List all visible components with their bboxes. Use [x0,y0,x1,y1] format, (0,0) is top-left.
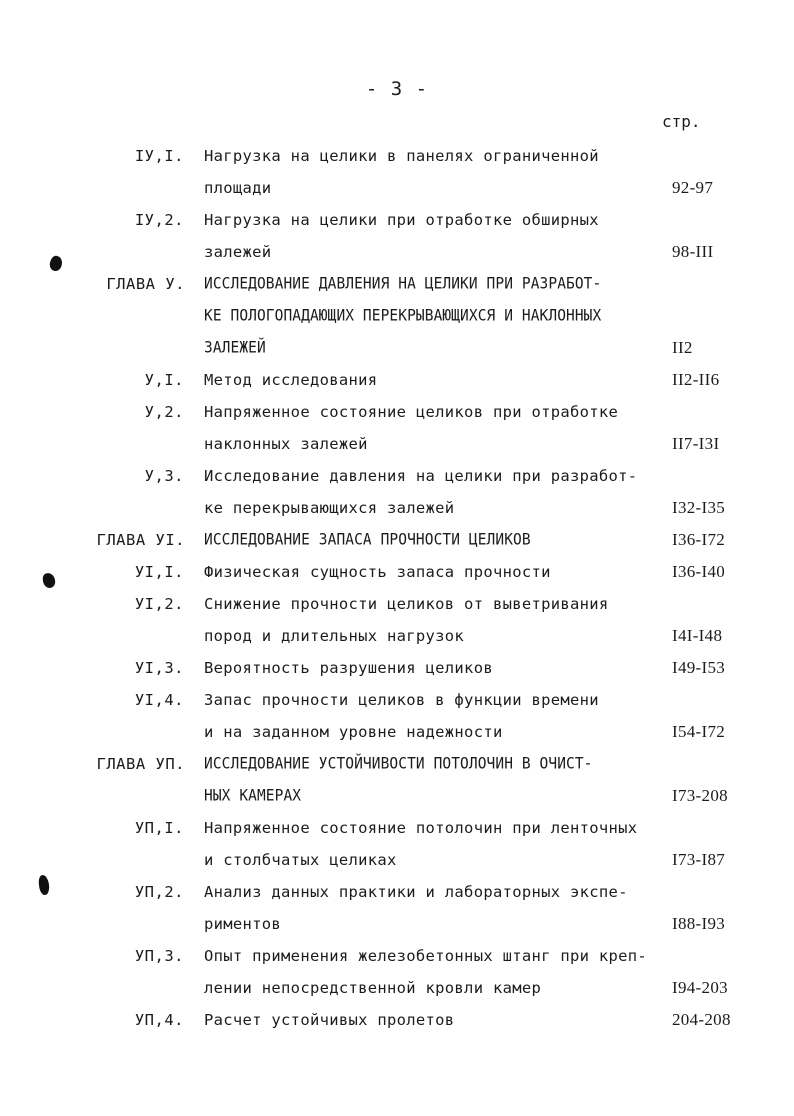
page-range: I73-I87 [672,850,726,869]
page-range: I4I-I48 [672,626,723,645]
toc-line [0,364,794,396]
toc-line [0,268,794,300]
page-range: I36-I72 [672,530,726,549]
page-range: I36-I40 [672,562,726,581]
page-range: 92-97 [672,178,714,197]
section-number: У,I. [144,371,184,389]
toc-line [0,652,794,684]
toc-line [0,556,794,588]
section-number: У,3. [144,467,184,485]
toc-line [0,332,794,364]
toc-line [0,908,794,940]
toc-section-entry [0,652,794,684]
toc-line [0,972,794,1004]
toc-section-entry [0,556,794,588]
section-number: УП,I. [134,819,184,837]
page-range: I88-I93 [672,914,726,933]
toc-section-entry [0,588,794,652]
section-number: УI,I. [134,563,184,581]
chapter-number: ГЛАВА УI. [96,531,185,549]
section-title: Запас прочности целиков в функции времени [204,691,599,709]
table-of-contents [0,140,794,1036]
section-number: У,2. [144,403,184,421]
toc-line [0,620,794,652]
toc-chapter-entry [0,268,794,364]
toc-line [0,236,794,268]
toc-section-entry [0,204,794,268]
section-title: залежей [204,243,272,261]
toc-line [0,524,794,556]
chapter-number: ГЛАВА УП. [96,755,185,773]
page-range: I94-203 [672,978,728,997]
page-range: II7-I3I [672,434,720,453]
chapter-title: ИССЛЕДОВАНИЕ УСТОЙЧИВОСТИ ПОТОЛОЧИН В ОЧИСТ- [204,755,593,773]
section-title: Опыт применения железобетонных штанг при креп- [204,947,648,965]
section-title: и на заданном уровне надежности [204,723,503,741]
toc-line [0,876,794,908]
section-title: Метод исследования [204,371,378,389]
section-title: Расчет устойчивых пролетов [204,1011,455,1029]
section-title: Нагрузка на целики при отработке обширных [204,211,599,229]
section-title: площади [204,179,272,197]
section-title: Анализ данных практики и лабораторных экспе- [204,883,628,901]
toc-line [0,940,794,972]
section-number: УП,3. [134,947,184,965]
section-number: УП,2. [134,883,184,901]
toc-section-entry [0,876,794,940]
toc-line [0,684,794,716]
chapter-title: ИССЛЕДОВАНИЕ ДАВЛЕНИЯ НА ЦЕЛИКИ ПРИ РАЗРАБОТ- [204,275,602,293]
toc-line [0,812,794,844]
toc-section-entry [0,684,794,748]
section-number: УI,2. [134,595,184,613]
section-number: УП,4. [134,1011,184,1029]
toc-section-entry [0,140,794,204]
toc-section-entry [0,1004,794,1036]
section-title: ке перекрывающихся залежей [204,499,455,517]
toc-line [0,844,794,876]
toc-line [0,140,794,172]
page-range: I73-208 [672,786,728,805]
page-range: I32-I35 [672,498,726,517]
chapter-title: НЫХ КАМЕРАХ [204,787,302,805]
toc-line [0,460,794,492]
page-range: II2-II6 [672,370,720,389]
toc-line [0,172,794,204]
toc-section-entry [0,940,794,1004]
toc-chapter-entry [0,748,794,812]
section-title: и столбчатых целиках [204,851,397,869]
section-title: риментов [204,915,282,933]
toc-line [0,1004,794,1036]
chapter-title: ИССЛЕДОВАНИЕ ЗАПАСА ПРОЧНОСТИ ЦЕЛИКОВ [204,531,531,549]
page-range: I49-I53 [672,658,726,677]
section-title: наклонных залежей [204,435,368,453]
chapter-number: ГЛАВА У. [106,275,185,293]
section-title: лении непосредственной кровли камер [204,979,542,997]
toc-line [0,428,794,460]
toc-line [0,300,794,332]
section-title: Физическая сущность запаса прочности [204,563,551,581]
page-range: I54-I72 [672,722,726,741]
section-number: УI,4. [134,691,184,709]
toc-section-entry [0,812,794,876]
toc-line [0,748,794,780]
toc-section-entry [0,460,794,524]
toc-section-entry [0,396,794,460]
toc-line [0,716,794,748]
toc-line [0,780,794,812]
section-title: Нагрузка на целики в панелях ограниченной [204,147,599,165]
page-range: II2 [672,338,693,357]
section-title: Вероятность разрушения целиков [204,659,493,677]
section-title: Снижение прочности целиков от выветривания [204,595,609,613]
page-number: - 3 - [365,78,429,100]
section-title: Исследование давления на целики при разработ- [204,467,638,485]
chapter-title: ЗАЛЕЖЕЙ [204,339,266,357]
section-number: IУ,I. [134,147,184,165]
toc-chapter-entry [0,524,794,556]
toc-line [0,588,794,620]
page-range: 98-III [672,242,714,261]
pages-column-header: стр. [662,112,701,131]
page-range: 204-208 [672,1010,731,1029]
toc-line [0,396,794,428]
section-number: УI,3. [134,659,184,677]
section-title: Напряженное состояние потолочин при ленточных [204,819,638,837]
toc-section-entry [0,364,794,396]
chapter-title: КЕ ПОЛОГОПАДАЮЩИХ ПЕРЕКРЫВАЮЩИХСЯ И НАКЛОННЫХ [204,307,602,325]
section-title: пород и длительных нагрузок [204,627,465,645]
section-title: Напряженное состояние целиков при отработке [204,403,619,421]
toc-line [0,492,794,524]
section-number: IУ,2. [134,211,184,229]
toc-line [0,204,794,236]
